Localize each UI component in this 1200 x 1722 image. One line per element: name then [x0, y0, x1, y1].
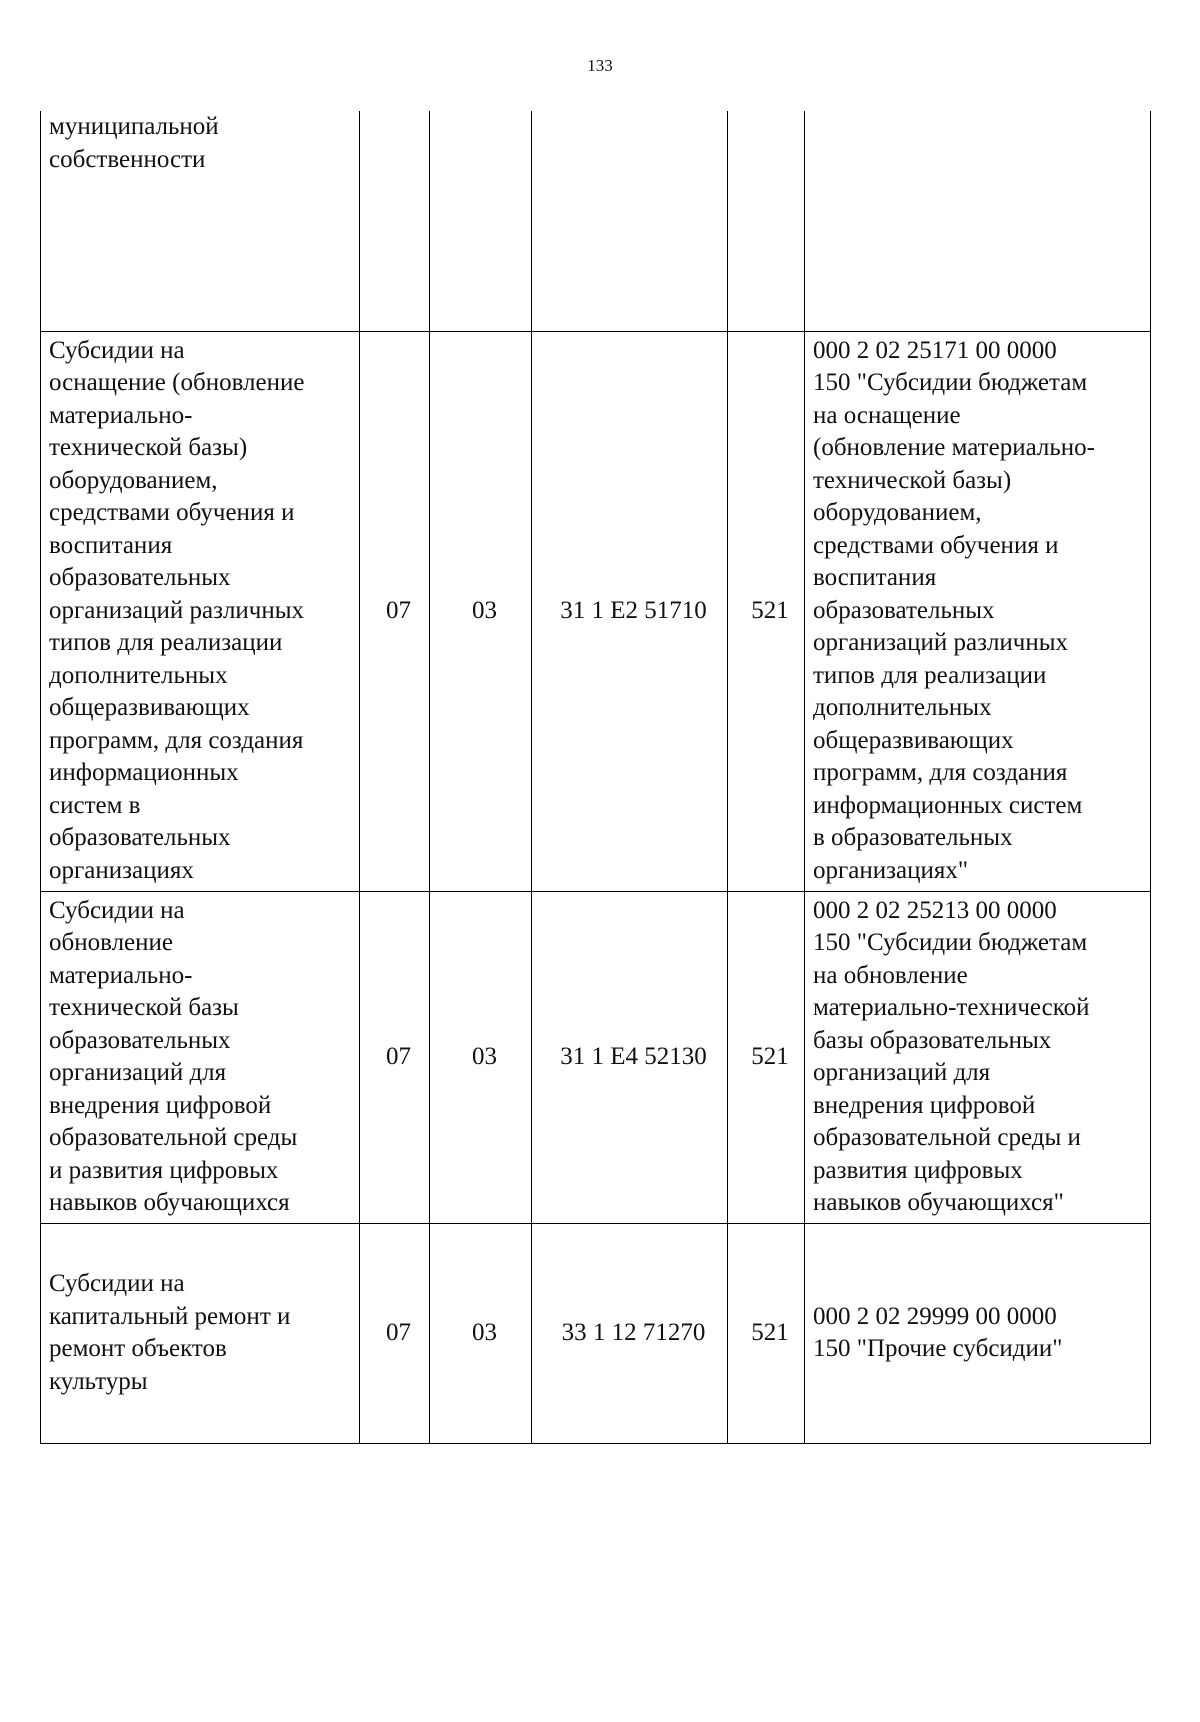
expense-name-line: технической базы	[49, 994, 239, 1021]
expense-name-line: организаций для	[49, 1059, 227, 1086]
table-row	[41, 331, 1151, 891]
income-code-line: 150 "Прочие субсидии"	[813, 1335, 1063, 1362]
subsection-code-cell: 03	[430, 1223, 532, 1443]
income-code-cell	[805, 1223, 1151, 1443]
expense-name-line: внедрения цифровой	[49, 1091, 272, 1119]
expense-name-line: образовательных	[49, 564, 231, 592]
expense-name-line: оборудованием,	[49, 466, 218, 494]
income-code-line: 000 2 02 25171 00 0000	[813, 336, 1057, 364]
subsection-code-cell: 03	[430, 331, 532, 891]
section-code-cell: 07	[360, 1223, 430, 1443]
income-code-line: образовательной среды и	[813, 1124, 1081, 1151]
budget-table	[40, 111, 1151, 1444]
expense-name-line: типов для реализации	[49, 629, 283, 657]
income-code-line: в образовательных	[813, 824, 1013, 852]
expense-name-line: средствами обучения и	[49, 499, 295, 527]
subsection-code-cell: 03	[430, 891, 532, 1223]
income-code-line: 000 2 02 29999 00 0000	[813, 1302, 1057, 1330]
income-code-line: информационных систем	[813, 791, 1083, 819]
income-code-line: 150 "Субсидии бюджетам	[813, 369, 1088, 397]
expense-name-line: дополнительных	[49, 661, 228, 689]
expense-name-line: систем в	[49, 791, 141, 819]
income-code-line: организаций для	[813, 1059, 991, 1086]
income-code-line: организациях"	[813, 856, 969, 884]
expense-type-cell: 521	[728, 331, 805, 891]
expense-name-line: образовательных	[49, 824, 231, 852]
table-body	[41, 111, 1151, 1443]
expense-name-line: Субсидии на	[49, 1270, 185, 1297]
income-code-line: навыков обучающихся"	[813, 1189, 1064, 1216]
target-article-cell: 33 1 12 71270	[532, 1223, 728, 1443]
income-code-line: типов для реализации	[813, 661, 1047, 689]
expense-name-line: и развития цифровых	[49, 1156, 279, 1184]
income-code-line: материально-технической	[813, 994, 1090, 1021]
income-code-cell	[805, 891, 1151, 1223]
expense-name-line: воспитания	[49, 531, 173, 559]
income-code-line: на обновление	[813, 961, 968, 989]
income-code-line: воспитания	[813, 564, 937, 592]
section-code-cell: 07	[360, 891, 430, 1223]
income-code-line: организаций различных	[813, 629, 1069, 657]
target-article-cell: 31 1 E4 52130	[532, 891, 728, 1223]
table-row	[41, 1223, 1151, 1443]
expense-name-line: программ, для создания	[49, 726, 304, 754]
expense-name-line: обновление	[49, 929, 173, 956]
expense-name-line: образовательной среды	[49, 1124, 298, 1151]
expense-name-line: информационных	[49, 759, 239, 787]
expense-type-cell	[728, 111, 805, 331]
income-code-line: развития цифровых	[813, 1156, 1023, 1184]
income-code-line: общеразвивающих	[813, 726, 1014, 754]
income-code-line: программ, для создания	[813, 759, 1068, 787]
expense-type-cell: 521	[728, 891, 805, 1223]
expense-name-line: организаций различных	[49, 596, 305, 624]
income-code-cell	[805, 331, 1151, 891]
expense-name-line: организациях	[49, 856, 194, 884]
subsection-code-cell	[430, 111, 532, 331]
expense-name-line: оснащение (обновление	[49, 369, 305, 397]
expense-name-cell	[41, 891, 360, 1223]
expense-name-line: собственности	[49, 145, 206, 173]
section-code-cell: 07	[360, 331, 430, 891]
expense-name-line: навыков обучающихся	[49, 1189, 290, 1216]
expense-name-line: Субсидии на	[49, 896, 185, 924]
expense-name-line: технической базы)	[49, 434, 248, 462]
income-code-line: 000 2 02 25213 00 0000	[813, 896, 1057, 924]
expense-name-cell	[41, 331, 360, 891]
target-article-cell: 31 1 E2 51710	[532, 331, 728, 891]
expense-name-line: ремонт объектов	[49, 1335, 227, 1362]
table-row	[41, 111, 1151, 331]
income-code-line: 150 "Субсидии бюджетам	[813, 929, 1088, 956]
target-article-cell	[532, 111, 728, 331]
expense-name-line: общеразвивающих	[49, 694, 250, 722]
income-code-cell	[805, 111, 1151, 331]
expense-name-line: образовательных	[49, 1026, 231, 1054]
table-row	[41, 891, 1151, 1223]
income-code-line: внедрения цифровой	[813, 1091, 1036, 1119]
income-code-line: технической базы)	[813, 466, 1012, 494]
expense-name-line: Субсидии на	[49, 336, 185, 364]
page-number: 133	[587, 56, 613, 75]
income-code-line: средствами обучения и	[813, 531, 1059, 559]
expense-name-line: культуры	[49, 1367, 148, 1395]
expense-name-line: капитальный ремонт и	[49, 1302, 291, 1330]
income-code-line: базы образовательных	[813, 1026, 1052, 1054]
income-code-line: дополнительных	[813, 694, 992, 722]
expense-name-cell	[41, 111, 360, 331]
expense-name-line: муниципальной	[49, 113, 219, 140]
expense-type-cell: 521	[728, 1223, 805, 1443]
expense-name-line: материально-	[49, 401, 193, 429]
section-code-cell	[360, 111, 430, 331]
income-code-line: оборудованием,	[813, 499, 982, 527]
income-code-line: образовательных	[813, 596, 995, 624]
income-code-line: на оснащение	[813, 401, 961, 429]
expense-name-line: материально-	[49, 961, 193, 989]
expense-name-cell	[41, 1223, 360, 1443]
income-code-line: (обновление материально-	[813, 434, 1095, 462]
